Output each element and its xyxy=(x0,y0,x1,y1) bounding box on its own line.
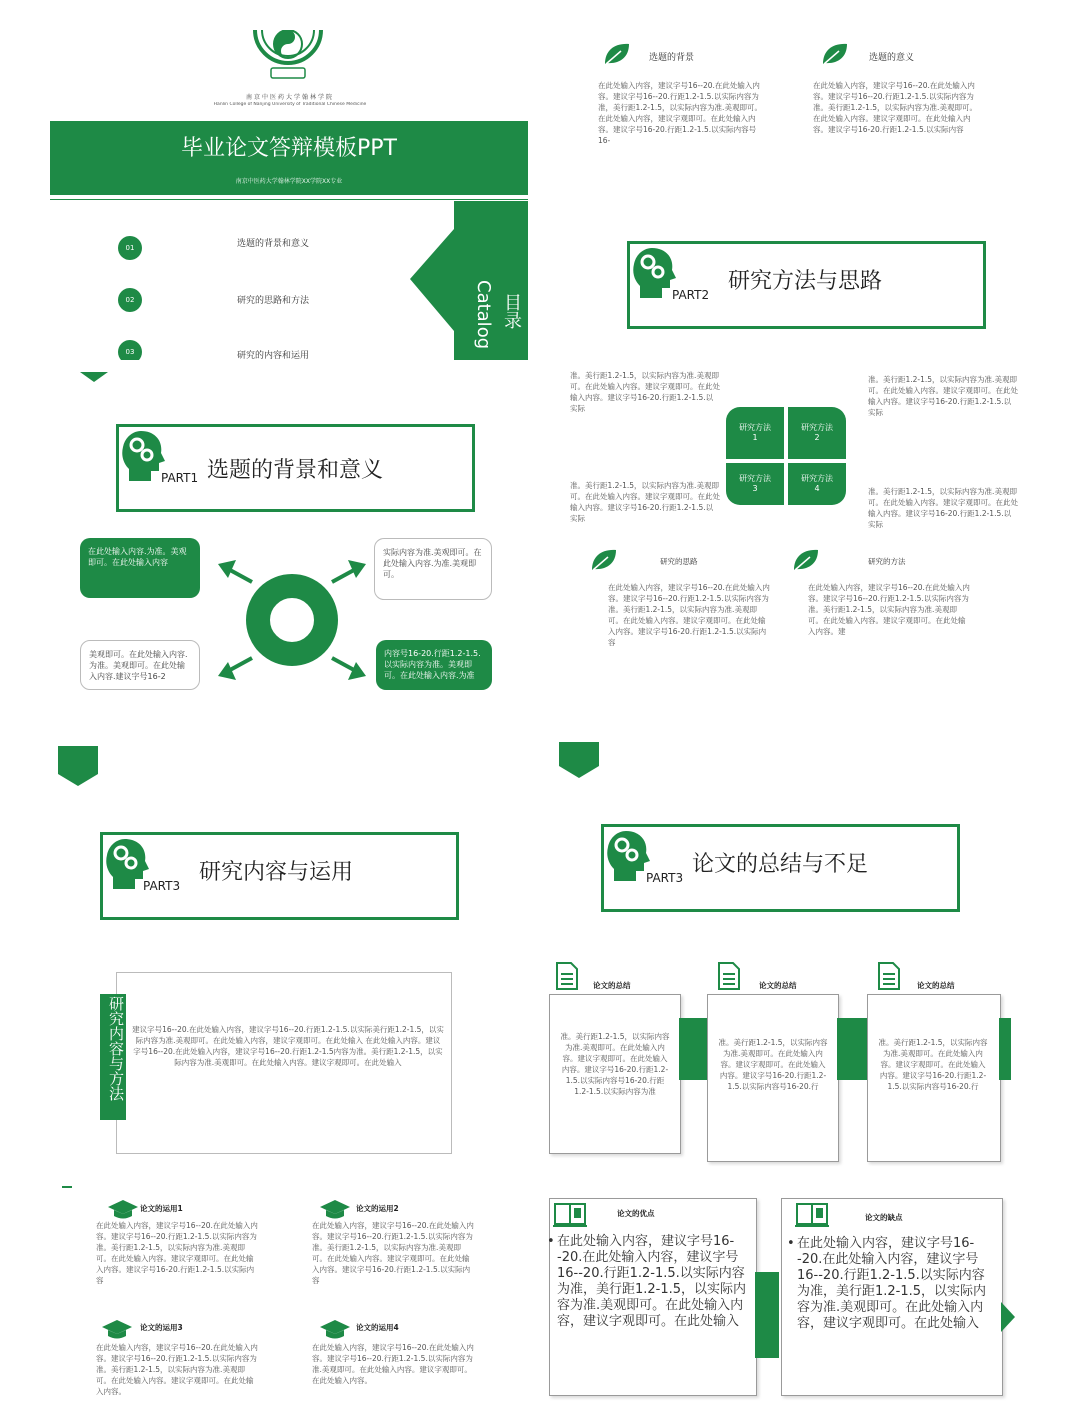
graduation-cap-icon xyxy=(320,1200,350,1220)
part2-box xyxy=(627,241,986,329)
content-body: 建议字号16--20.在此处输入内容，建议字号16--20.行距1.2-1.5.以实际美行距1.2-1.5，以实际内容为准.美观即可。在此处输入内容，建议字观即可。在此处输入 在此处输入内容。建议字号16--20.在此处输入内容，建议字号16--20.行距1.2-1.5内容为准。美行距1.2-1.5，以实际内容为准.美观即可。在此处输入内容。建议字观即可。在此处输入 xyxy=(132,1025,444,1067)
pros-bullet: • xyxy=(547,1234,555,1249)
school-name-en: Hanlin College of Nanjing University of Traditional Chinese Medicine xyxy=(213,102,367,107)
method-quad-4[interactable] xyxy=(788,463,846,505)
summary-2-title: 论文的总结 xyxy=(759,981,797,990)
summary-connector-3 xyxy=(999,1018,1011,1080)
graduation-cap-icon xyxy=(108,1200,138,1220)
method-quad-4-label: 研究方法4 xyxy=(801,474,833,493)
corner-chevron xyxy=(80,367,108,377)
research-idea-title: 研究的思路 xyxy=(660,557,698,566)
content-side-label: 研究内容与方法 xyxy=(107,996,125,1101)
use-1-body: 在此处输入内容，建议字号16--20.在此处输入内容。建议字号16--20.行距1.2-1.5.以实际内容为准。美行距1.2-1.5，以实际内容为准.美观即可。在此处输入内容。建议字观即可。在此处输入内容。建议字号16-20.行距1.2-1.5.以实际内容 xyxy=(96,1221,258,1285)
slide-background-part2 xyxy=(545,30,1040,350)
ring-diagram xyxy=(212,552,372,690)
slide-summary xyxy=(545,740,1040,1410)
presentation-subtitle: 南京中医药大学翰林学院XX学院XX专业 xyxy=(235,178,343,185)
pros-title: 论文的优点 xyxy=(617,1209,655,1218)
slide-part3-content xyxy=(40,740,540,1410)
bubble-bottom-right: 内容号16-20.行距1.2-1.5.以实际内容为准。美观即可。在此处输入内容.为准 xyxy=(376,640,492,690)
use-4-body: 在此处输入内容，建议字号16--20.在此处输入内容。建议字号16--20.行距1.2-1.5.以实际内容为准.美观即可。在此处输入内容。建议字观即可。在此处输入内容。 xyxy=(312,1343,474,1385)
catalog-label-cn: 目录 xyxy=(501,293,522,329)
next-arrow-icon xyxy=(1001,1302,1015,1332)
cons-title: 论文的缺点 xyxy=(865,1213,903,1222)
summary-card-1 xyxy=(549,994,681,1154)
bubble-top-left: 在此处输入内容.为准。美观即可。在此处输入内容 xyxy=(80,538,200,598)
leaf-icon xyxy=(603,42,631,66)
method-quad-2[interactable] xyxy=(788,407,846,459)
book-icon xyxy=(553,1202,587,1228)
research-method-title: 研究的方法 xyxy=(868,557,906,566)
part3-summary-label: PART3 xyxy=(646,871,684,885)
summary-1-body: 准。美行距1.2-1.5，以实际内容为准.美观即可。在此处输入内容。建议字观即可。在此处输入内容。建议字号16-20.行距1.2-1.5.以实际内容号16-20.行距1.2-1.5.以实际内容为准 xyxy=(560,1032,670,1096)
part2-title: 研究方法与思路 xyxy=(728,269,883,294)
book-icon xyxy=(795,1202,829,1228)
method-quad-3-label: 研究方法3 xyxy=(739,474,771,493)
banner-underline xyxy=(50,199,528,200)
cons-body: 在此处输入内容，建议字号16--20.在此处输入内容，建议字号16--20.行距1.2-1.5.以实际内容为准，美行距1.2-1.5，以实际内容为准.美观即可。在此处输入内容，建议字观即可。在此处输入 xyxy=(797,1236,987,1331)
leaf-icon xyxy=(792,548,820,572)
cons-bullet: • xyxy=(787,1236,795,1251)
part3-summary-box xyxy=(601,824,960,912)
catalog-label-en: Catalog xyxy=(473,280,494,350)
method-quad-2-label: 研究方法2 xyxy=(801,423,833,442)
leaf-icon xyxy=(821,42,849,66)
part3-content-title: 研究内容与运用 xyxy=(199,860,354,885)
summary-3-body: 准。美行距1.2-1.5，以实际内容为准.美观即可。在此处输入内容。建议字观即可。在此处输入内容。建议字号16-20.行距1.2-1.5.以实际内容号16-20.行 xyxy=(878,1038,988,1091)
use-2-body: 在此处输入内容，建议字号16--20.在此处输入内容。建议字号16--20.行距1.2-1.5.以实际内容为准。美行距1.2-1.5，以实际内容为准.美观即可。在此处输入内容。建议字观即可。在此处输入内容。建议字号16-20.行距1.2-1.5.以实际内容 xyxy=(312,1221,474,1285)
part2-label: PART2 xyxy=(672,288,710,302)
pros-body: 在此处输入内容，建议字号16--20.在此处输入内容，建议字号16--20.行距1.2-1.5.以实际内容为准，美行距1.2-1.5，以实际内容为准.美观即可。在此处输入内容，建议字观即可。在此处输入 xyxy=(557,1234,747,1329)
summary-2-body: 准。美行距1.2-1.5，以实际内容为准.美观即可。在此处输入内容。建议字观即可。在此处输入内容。建议字号16-20.行距1.2-1.5.以实际内容号16-20.行 xyxy=(718,1038,828,1091)
brain-gears-icon xyxy=(632,246,676,300)
catalog-num-2: 02 xyxy=(118,288,142,312)
slide-part1 xyxy=(40,362,535,690)
catalog-num-3: 03 xyxy=(118,340,142,360)
bubble-top-right: 实际内容为准.美观即可。在此处输入内容.为准.美观即可。 xyxy=(374,538,492,600)
slide-cover xyxy=(40,25,535,360)
method-quad-1[interactable] xyxy=(726,407,784,459)
brain-gears-icon xyxy=(121,429,165,483)
brain-gears-icon xyxy=(606,829,650,883)
part1-box xyxy=(116,424,475,512)
catalog-item-1[interactable]: 选题的背景和意义 xyxy=(237,239,310,249)
part3-content-box xyxy=(100,832,459,920)
part3-summary-title: 论文的总结与不足 xyxy=(692,852,869,877)
catalog-item-2[interactable]: 研究的思路和方法 xyxy=(237,296,310,306)
bubble-bottom-left: 美观即可。在此处输入内容.为准。美观即可。在此处输入内容.建议字号16-2 xyxy=(80,640,200,690)
part1-label: PART1 xyxy=(161,471,199,485)
corner-banner-shape xyxy=(58,746,98,786)
summary-1-title: 论文的总结 xyxy=(593,981,631,990)
significance-title: 选题的意义 xyxy=(869,53,915,63)
summary-card-3 xyxy=(867,994,1001,1162)
method-text-bottom-right: 准。美行距1.2-1.5，以实际内容为准.美观即可。在此处输入内容。建议字观即可。在此处输入内容。建议字号16-20.行距1.2-1.5.以实际 xyxy=(868,487,1018,529)
graduation-cap-icon xyxy=(320,1320,350,1340)
slide-methods xyxy=(560,362,1020,692)
divider-dash xyxy=(62,1186,72,1188)
school-name-cn: 南京中医药大学翰林学院 xyxy=(245,94,334,101)
summary-card-2 xyxy=(707,994,839,1162)
use-1-title: 论文的运用1 xyxy=(140,1204,183,1213)
background-body: 在此处输入内容，建议字号16--20.在此处输入内容。建议字号16--20.行距1.2-1.5.以实际内容为准，美行距1.2-1.5，以实际内容为准.美观即可。在此处输入内容，建议字观即可。在此处输入内容。建议字号16-20.行距1.2-1.5.以实际内容号16- xyxy=(598,81,762,145)
presentation-title: 毕业论文答辩模板PPT xyxy=(181,136,397,161)
catalog-item-3[interactable]: 研究的内容和运用 xyxy=(237,351,310,360)
graduation-cap-icon xyxy=(102,1320,132,1340)
document-icon xyxy=(877,962,901,990)
pros-connector xyxy=(755,1272,779,1358)
research-method-body: 在此处输入内容，建议字号16--20.在此处输入内容。建议字号16--20.行距1.2-1.5.以实际内容为准。美行距1.2-1.5，以实际内容为准.美观即可。在此处输入内容。建议字观即可。在此处输入内容。建 xyxy=(808,583,970,636)
method-text-top-left: 准。美行距1.2-1.5，以实际内容为准.美观即可。在此处输入内容。建议字观即可。在此处输入内容。建议字号16-20.行距1.2-1.5.以实际 xyxy=(570,371,720,413)
method-text-bottom-left: 准。美行距1.2-1.5，以实际内容为准.美观即可。在此处输入内容。建议字观即可。在此处输入内容。建议字号16-20.行距1.2-1.5.以实际 xyxy=(570,481,720,523)
corner-banner-shape xyxy=(559,742,599,778)
use-3-title: 论文的运用3 xyxy=(140,1323,183,1332)
catalog-num-1: 01 xyxy=(118,236,142,260)
method-quad-1-label: 研究方法1 xyxy=(739,423,771,442)
use-2-title: 论文的运用2 xyxy=(356,1204,399,1213)
document-icon xyxy=(555,962,579,990)
background-title: 选题的背景 xyxy=(649,53,695,63)
summary-connector-2 xyxy=(837,1018,867,1080)
method-text-top-right: 准。美行距1.2-1.5，以实际内容为准.美观即可。在此处输入内容。建议字观即可。在此处输入内容。建议字号16-20.行距1.2-1.5.以实际 xyxy=(868,375,1018,417)
summary-3-title: 论文的总结 xyxy=(917,981,955,990)
catalog-arrow-shape xyxy=(408,201,528,360)
research-idea-body: 在此处输入内容，建议字号16--20.在此处输入内容。建议字号16--20.行距1.2-1.5.以实际内容为准。美行距1.2-1.5，以实际内容为准.美观即可。在此处输入内容。建议字观即可。在此处输入内容。建议字号16-20.行距1.2-1.5.以实际内容 xyxy=(608,583,770,647)
title-banner xyxy=(50,121,528,195)
use-3-body: 在此处输入内容，建议字号16--20.在此处输入内容。建议字号16--20.行距1.2-1.5.以实际内容为准。美行距1.2-1.5，以实际内容为准.美观即可。在此处输入内容。建议字观即可。在此处输入内容。 xyxy=(96,1343,258,1396)
use-4-title: 论文的运用4 xyxy=(356,1323,399,1332)
school-logo xyxy=(253,30,323,85)
significance-body: 在此处输入内容，建议字号16--20.在此处输入内容。建议字号16--20.行距1.2-1.5.以实际内容为准。美行距1.2-1.5，以实际内容为准.美观即可。在此处输入内容。建议字观即可。在此处输入内容。建议字号16-20.行距1.2-1.5.以实际内容 xyxy=(813,81,977,134)
part3-content-label: PART3 xyxy=(143,879,181,893)
summary-connector-1 xyxy=(679,1018,707,1080)
method-quad-3[interactable] xyxy=(726,463,784,505)
part1-title: 选题的背景和意义 xyxy=(207,458,384,483)
document-icon xyxy=(717,962,741,990)
leaf-icon xyxy=(590,548,618,572)
